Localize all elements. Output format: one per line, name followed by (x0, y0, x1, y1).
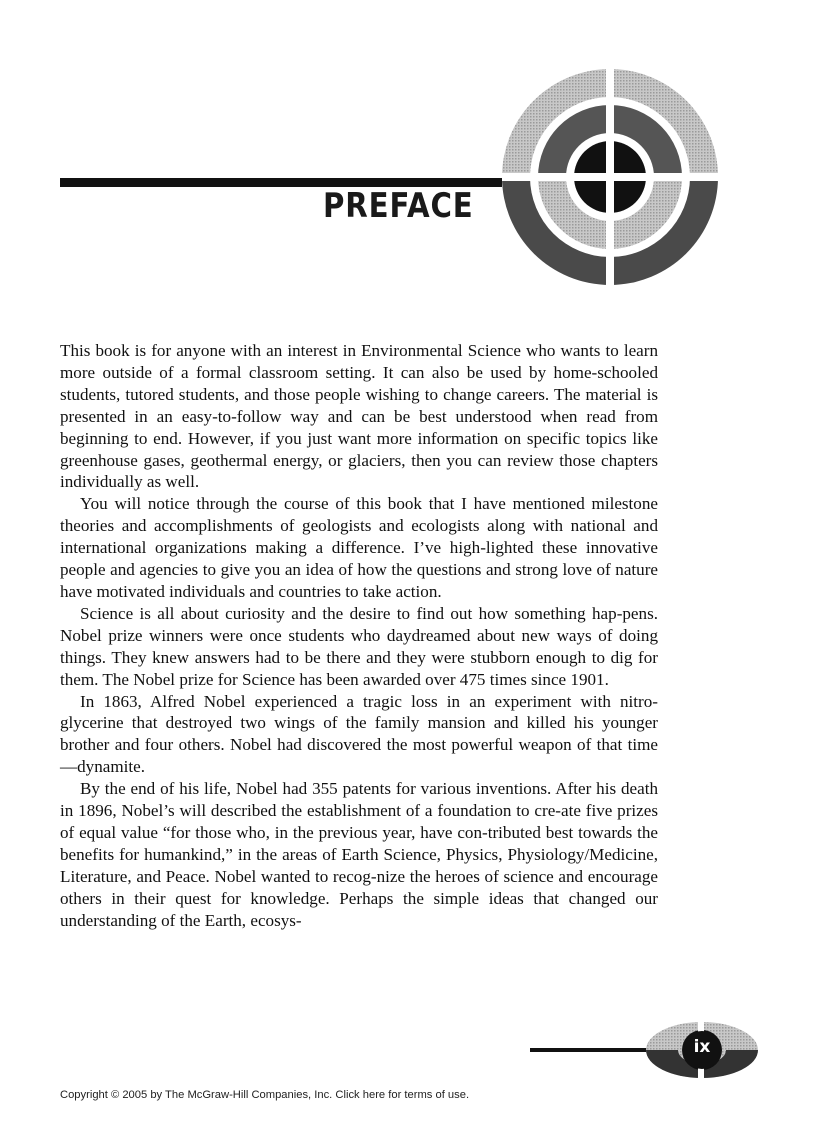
paragraph: This book is for anyone with an interest in Environmental Science who wants to learn more outside of a formal classroom setting. It can also be used by home-schooled students, tutored students, and those people wishing to change careers. The material is presented in an easy-to-follow way and can be best understood when read from beginning to end. However, if you just want more information on specific topics like greenhouse gases, geothermal energy, or glaciers, then you can review those chapters individually as well. (60, 341, 658, 492)
paragraph: You will notice through the course of this book that I have mentioned milestone theories and accomplishments of geologists and ecologists along with national and international organizations making a difference. I’ve high-lighted these innovative people and agencies to give you an idea of how the questions and strong love of nature have motivated individuals and countries to take action. (60, 494, 658, 601)
page-title: PREFACE (323, 186, 474, 226)
page-number: ix (693, 1037, 711, 1057)
paragraph: In 1863, Alfred Nobel experienced a tragic loss in an experiment with nitro-glycerine that destroyed two wings of the family mansion and killed his younger brother and four others. Nobel had discovered the most powerful weapon of that time—dynamite. (60, 691, 658, 777)
target-emblem-icon (470, 65, 770, 285)
copyright-link[interactable]: Copyright © 2005 by The McGraw-Hill Companies, Inc. Click here for terms of use. (60, 1089, 470, 1101)
body-text (60, 340, 658, 931)
paragraph: By the end of his life, Nobel had 355 patents for various inventions. After his death in 1896, Nobel’s will described the establishment of a foundation to cre-ate five prizes of equal value “for those who, in the previous year, have con-tributed best towards the benefits for humankind,” in the areas of Earth Science, Physics, Physiology/Medicine, Literature, and Peace. Nobel wanted to recog-nize the heroes of science and encourage others in their quest for knowledge. Perhaps the simple ideas that changed our understanding of the Earth, ecosys- (60, 779, 658, 930)
paragraph: Science is all about curiosity and the desire to find out how something hap-pens. Nobel prize winners were once students who daydreamed about new ways of doing things. They knew answers had to be there and they were stubborn enough to dig for them. The Nobel prize for Science has been awarded over 475 times since 1901. (60, 603, 658, 689)
page-number-badge-icon (530, 1015, 770, 1095)
